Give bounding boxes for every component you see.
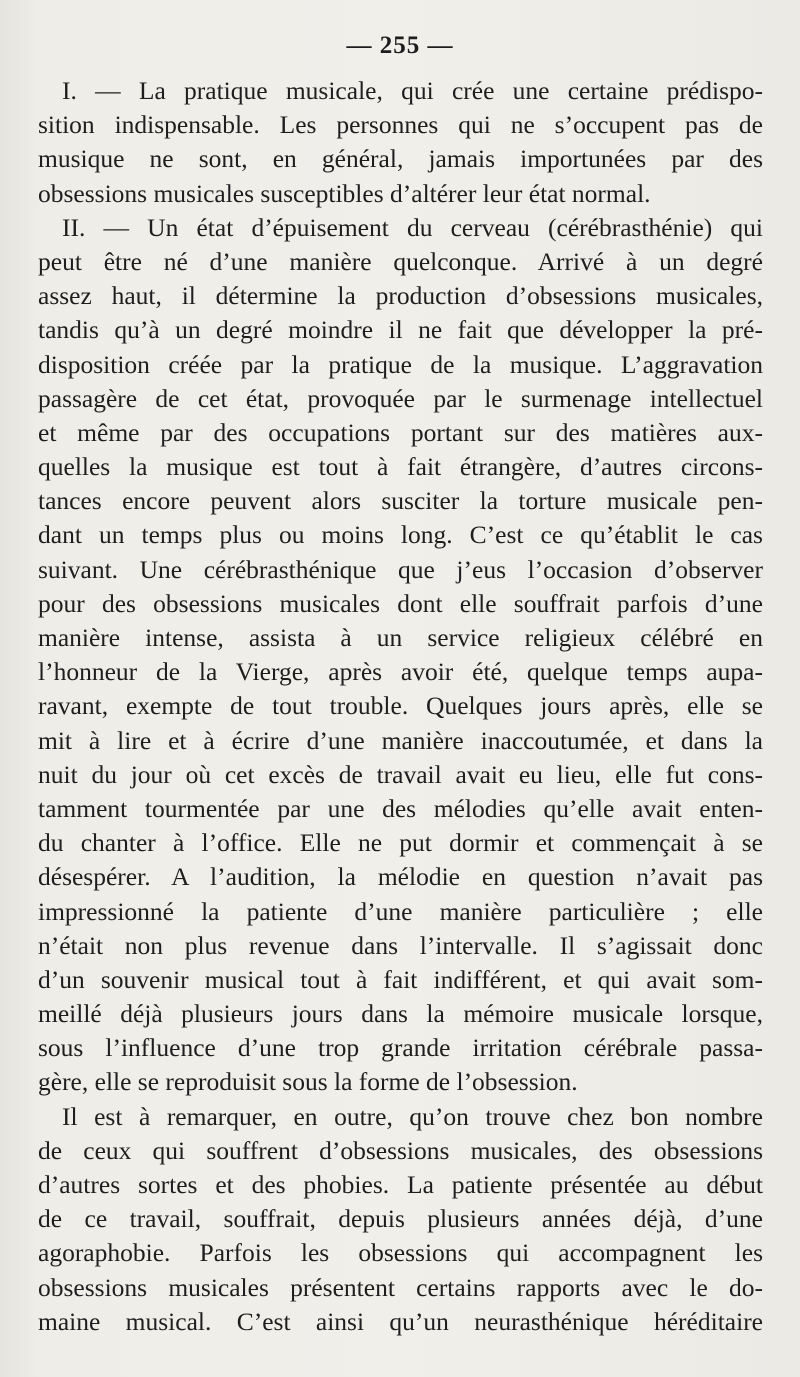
text-line: peut être né d’une manière quelconque. Arrivé à un degré [38, 246, 763, 276]
text-line: dant un temps plus ou moins long. C’est ce qu’établit le cas [38, 520, 763, 550]
page-number: — 255 — [346, 32, 454, 59]
text-line: assez haut, il détermine la production d’obsessions musicales, [38, 281, 763, 311]
text-line: I. — La pratique musicale, qui crée une certaine prédispo- [62, 76, 763, 105]
text-line: passagère de cet état, provoquée par le surmenage intellectuel [38, 383, 763, 413]
text-line: l’honneur de la Vierge, après avoir été, quelque temps aupa- [38, 657, 763, 687]
text-line: disposition créée par la pratique de la musique. L’aggravation [38, 349, 763, 379]
text-line: tances encore peuvent alors susciter la torture musicale pen- [38, 486, 763, 516]
text-line: Il est à remarquer, en outre, qu’on trouve chez bon nombre [62, 1101, 763, 1131]
text-line: désespérer. A l’audition, la mélodie en question n’avait pas [38, 862, 763, 892]
text-line: obsessions musicales susceptibles d’altérer leur état normal. [38, 178, 651, 208]
text-line: meillé déjà plusieurs jours dans la mémoire musicale lorsque, [38, 999, 763, 1029]
text-line: d’un souvenir musical tout à fait indifférent, et qui avait som- [38, 964, 763, 994]
text-line: de ceux qui souffrent d’obsessions musicales, des obsessions [38, 1135, 763, 1165]
text-line: sition indispensable. Les personnes qui ne s’occupent pas de [38, 110, 763, 140]
text-line: manière intense, assista à un service religieux célébré en [38, 623, 763, 652]
text-line: du chanter à l’office. Elle ne put dormir et commençait à se [38, 828, 763, 858]
text-line: agoraphobie. Parfois les obsessions qui accompagnent les [38, 1238, 763, 1268]
text-line: n’était non plus revenue dans l’intervalle. Il s’agissait donc [38, 930, 763, 960]
text-line: sous l’influence d’une trop grande irritation cérébrale passa- [38, 1033, 763, 1063]
text-line: II. — Un état d’épuisement du cerveau (cérébrasthénie) qui [62, 212, 763, 242]
text-line: tamment tourmentée par une des mélodies qu’elle avait enten- [38, 793, 763, 823]
text-line: pour des obsessions musicales dont elle souffrait parfois d’une [38, 588, 763, 618]
text-line: quelles la musique est tout à fait étrangère, d’autres circons- [38, 452, 763, 482]
text-line: obsessions musicales présentent certains rapports avec le do- [38, 1272, 763, 1302]
text-line: gère, elle se reproduisit sous la forme de l’obsession. [38, 1067, 578, 1097]
text-line: impressionné la patiente d’une manière particulière ; elle [38, 896, 763, 926]
text-line: musique ne sont, en général, jamais importunées par des [38, 144, 763, 174]
text-line: nuit du jour où cet excès de travail avait eu lieu, elle fut cons- [38, 759, 763, 789]
text-line: tandis qu’à un degré moindre il ne fait que développer la pré- [38, 315, 763, 345]
text-line: d’autres sortes et des phobies. La patiente présentée au début [38, 1170, 763, 1199]
text-line: de ce travail, souffrait, depuis plusieurs années déjà, d’une [38, 1204, 763, 1234]
text-line: maine musical. C’est ainsi qu’un neurasthénique héréditaire [38, 1306, 763, 1336]
text-line: ravant, exempte de tout trouble. Quelques jours après, elle se [38, 691, 763, 721]
text-line: suivant. Une cérébrasthénique que j’eus l’occasion d’observer [38, 554, 763, 584]
text-line: et même par des occupations portant sur des matières aux- [38, 417, 763, 447]
body-text [38, 74, 763, 1339]
text-line: mit à lire et à écrire d’une manière inaccoutumée, et dans la [38, 725, 763, 755]
